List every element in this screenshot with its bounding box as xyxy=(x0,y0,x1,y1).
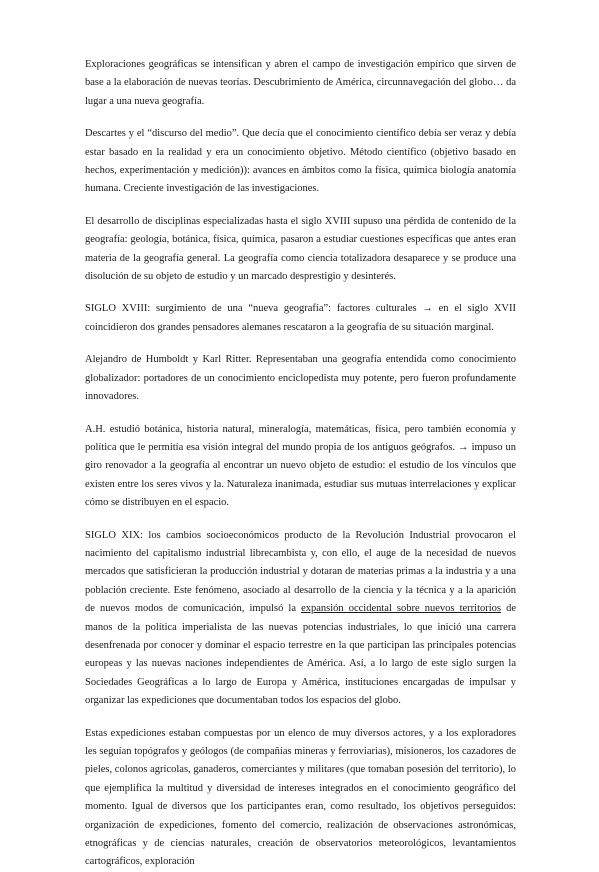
paragraph-siglo-xviii: SIGLO XVIII: surgimiento de una “nueva geografía”: factores culturales → en el siglo XVII coincidieron dos grandes pensadores alemanes rescataron a la geografía de su situación marginal. xyxy=(85,303,516,333)
paragraph-disciplinas: El desarrollo de disciplinas especializadas hasta el siglo XVIII supuso una pérdida de contenido de la geografía: geología, botánica, física, química, pasaron a estudiar cuestiones específicas que antes eran materia de la geografía general. La geografía como ciencia totalizadora desaparece y se produce una disolución de su objeto de estudio y un marcado desprestigio y desinterés. xyxy=(85,215,516,283)
paragraph-humboldt-ritter: Alejandro de Humboldt y Karl Ritter. Representaban una geografía entendida como conocimiento globalizador: portadores de un conocimiento enciclopedista muy potente, pero fueron profundamente innovadores. xyxy=(85,354,516,403)
siglo-xix-text-end: de manos de la política imperialista de las nuevas potencias industriales, lo que inició una carrera desenfrenada por conocer y dominar el espacio terrestre en la que participan las principales potencias europeas y las nuevas naciones independientes de América. Así, a lo largo de este siglo surgen la Sociedades Geográficas a lo largo de Europa y América, instituciones encargadas de impulsar y organizar las expediciones que documentaban todos los espacios del globo. xyxy=(85,603,516,707)
paragraph-siglo-xix xyxy=(85,527,516,711)
paragraph-ah-estudio: A.H. estudió botánica, historia natural, mineralogía, matemáticas, física, pero también economía y política que le permitía esa visión integral del mundo propia de los antiguos geógrafos. → impuso un giro renovador a la geografía al encontrar un nuevo objeto de estudio: el estudio de los vínculos que existen entre los seres vivos y la. Naturaleza inanimada, estudiar sus mutuas interrelaciones y explicar cómo se distribuyen en el espacio. xyxy=(85,423,516,509)
paragraph-exploraciones: Exploraciones geográficas se intensifican y abren el campo de investigación empírico que sirven de base a la elaboración de nuevas teorías. Descubrimiento de América, circunnavegación del globo… da lugar a una nueva geografía. xyxy=(85,59,516,107)
paragraph-descartes: Descartes y el “discurso del medio”. Que decía que el conocimiento científico debía ser veraz y debía estar basado en la realidad y era un conocimiento objetivo. Método científico (objetivo basado en hechos, experimentación y medición)): avances en ámbitos como la física, química biología anatomía humana. Creciente investigación de las investigaciones. xyxy=(85,128,516,195)
siglo-xix-text-start: SIGLO XIX: los cambios socioeconómicos producto de la Revolución Industrial provocaron el nacimiento del capitalismo industrial librecambista y, con ello, el auge de la necesidad de nuevos mercados que satisficieran la producción industrial y dotaran de materias primas a la industria y a una población creciente. Este fenómeno, asociado al desarrollo de la ciencia y la técnica y a la aparición de nuevos modos de comunicación, impulsó la xyxy=(85,529,516,615)
underlined-expansion-occidental: expansión occidental sobre nuevos territorios xyxy=(301,603,501,615)
paragraph-expediciones: Estas expediciones estaban compuestas por un elenco de muy diversos actores, y a los exploradores les seguían topógrafos y geólogos (de compañías mineras y ferroviarias), misioneros, los cazadores de pieles, colonos agrícolas, ganaderos, comerciantes y militares (que tomaban posesión del territorio), lo que ejemplifica la multitud y diversidad de intereses integrados en el conocimiento geográfico del momento. Igual de diversos que los participantes eran, como resultado, los objetivos perseguidos: organización de expediciones, fomento del comercio, realización de observaciones astronómicas, etnográficas y de ciencias naturales, creación de observatorios meteorológicos, levantamientos cartográficos, exploración xyxy=(85,727,516,868)
